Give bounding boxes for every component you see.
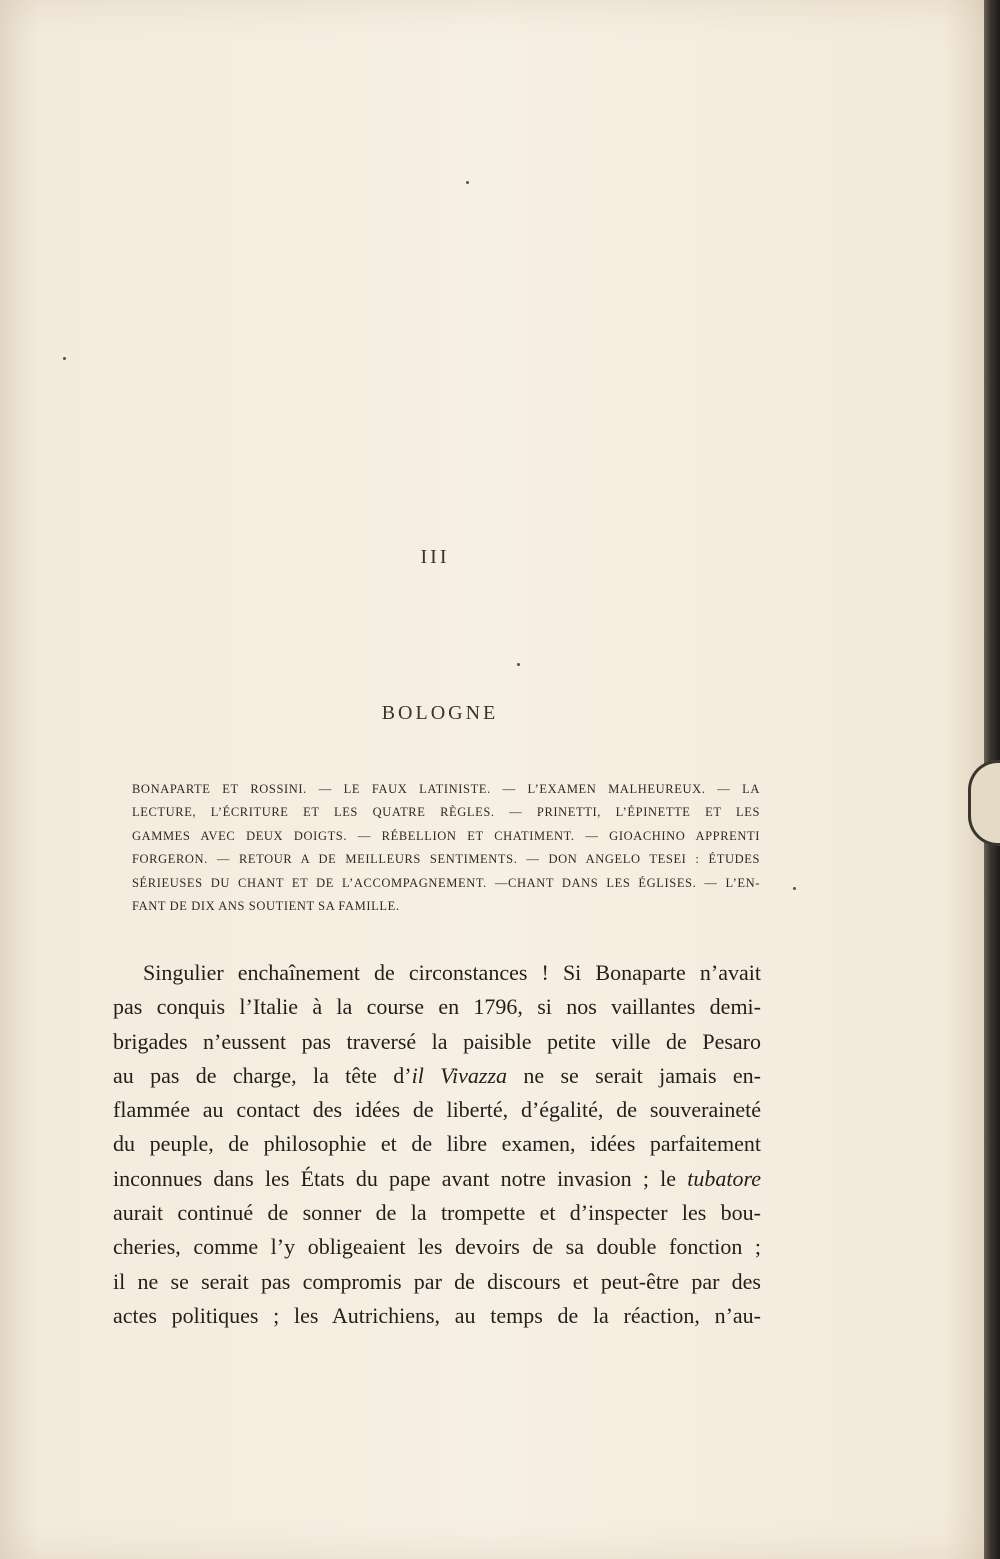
page-speck	[466, 181, 469, 184]
chapter-number: III	[420, 546, 450, 568]
body-line: brigades n’eussent pas traversé la paisible petite ville de Pesaro	[113, 1028, 761, 1054]
body-line: actes politiques ; les Autrichiens, au temps de la réaction, n’au-	[113, 1302, 761, 1328]
body-line	[113, 1162, 761, 1196]
summary-line: FANT DE DIX ANS SOUTIENT SA FAMILLE.	[132, 899, 400, 914]
body-line: aurait continué de sonner de la trompette et d’inspecter les bou-	[113, 1200, 761, 1226]
chapter-title: BOLOGNE	[381, 702, 499, 724]
page-speck	[63, 357, 66, 360]
body-line: pas conquis l’Italie à la course en 1796, si nos vaillantes demi-	[113, 994, 761, 1020]
page-speck	[517, 663, 520, 666]
body-line: cheries, comme l’y obligeaient les devoirs de sa double fonction ;	[113, 1234, 761, 1260]
body-line: Singulier enchaînement de circonstances ! Si Bonaparte n’avait	[143, 960, 761, 985]
body-text-run: au pas de charge, la tête d’	[113, 1062, 412, 1088]
italic-name: il Vivazza	[411, 1062, 508, 1088]
body-line: flammée au contact des idées de liberté, d’égalité, de souveraineté	[113, 1097, 761, 1123]
body-text-run: inconnues dans les États du pape avant notre invasion ; le	[113, 1165, 688, 1191]
summary-line: GAMMES AVEC DEUX DOIGTS. — RÉBELLION ET CHATIMENT. — GIOACHINO APPRENTI	[132, 828, 760, 843]
page-clip	[968, 760, 1000, 846]
body-line: du peuple, de philosophie et de libre examen, idées parfaitement	[113, 1131, 761, 1157]
body-line: il ne se serait pas compromis par de discours et peut-être par des	[113, 1268, 761, 1294]
page-speck	[793, 887, 796, 890]
summary-line: FORGERON. — RETOUR A DE MEILLEURS SENTIMENTS. — DON ANGELO TESEI : ÉTUDES	[132, 852, 760, 867]
summary-line: BONAPARTE ET ROSSINI. — LE FAUX LATINISTE. — L’EXAMEN MALHEUREUX. — LA	[132, 782, 760, 796]
summary-line: LECTURE, L’ÉCRITURE ET LES QUATRE RÈGLES. — PRINETTI, L’ÉPINETTE ET LES	[132, 805, 760, 820]
body-paragraph	[113, 956, 761, 1333]
body-line	[113, 1059, 761, 1093]
italic-term: tubatore	[687, 1165, 761, 1191]
summary-line: SÉRIEUSES DU CHANT ET DE L’ACCOMPAGNEMENT. —CHANT DANS LES ÉGLISES. — L’EN-	[132, 875, 760, 890]
chapter-summary	[132, 778, 760, 918]
body-text-run: ne se serait jamais en-	[507, 1062, 761, 1088]
